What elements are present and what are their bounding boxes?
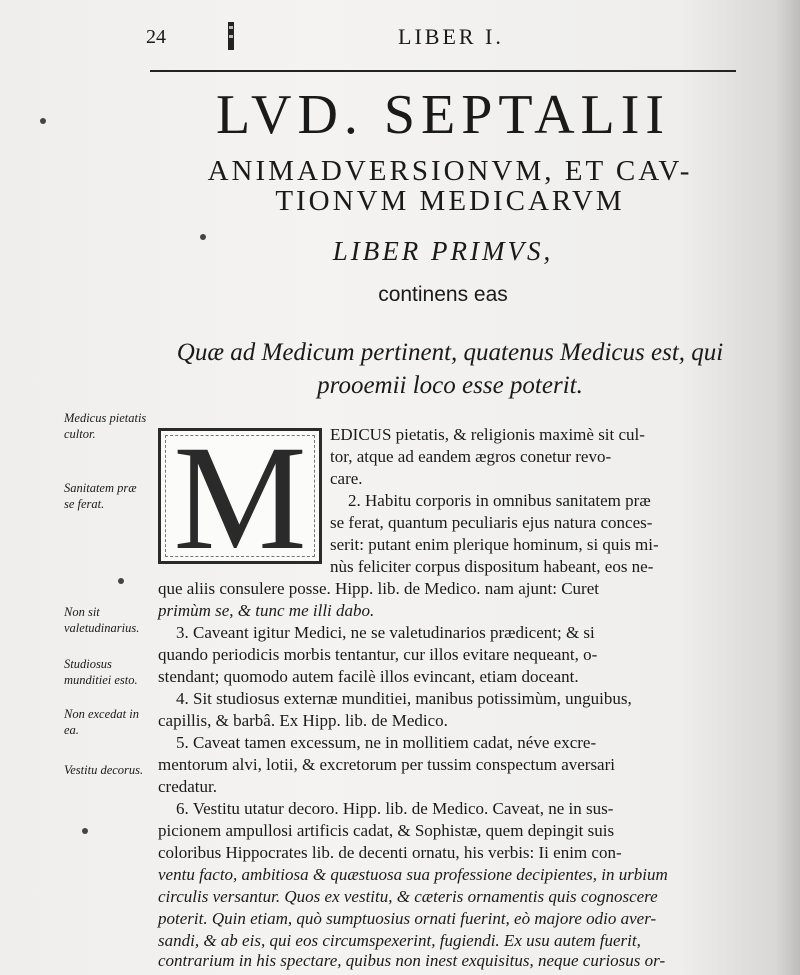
- subtitle-line-1: Quæ ad Medicum pertinent, quatenus Medicus est, qui: [176, 339, 724, 366]
- text-line: serit: putant enim plerique hominum, si quis mi-: [330, 535, 659, 554]
- text-line: que aliis consulere posse. Hipp. lib. de Medico. nam ajunt: Curet: [158, 579, 599, 598]
- text-line: 2. Habitu corporis in omnibus sanitatem præ: [348, 491, 651, 510]
- text-line: quando periodicis morbis tentantur, cur illos evitare nequeant, o-: [158, 645, 598, 664]
- text-line: capillis, & barbâ. Ex Hipp. lib. de Medico.: [158, 711, 448, 730]
- text-line: sandi, & ab eis, qui eos circumspexerint, fugiendi. Ex usu autem fuerit,: [158, 931, 641, 950]
- initial-letter: M: [173, 415, 307, 581]
- bookmark-ribbon-icon: [228, 22, 234, 50]
- text-line: primùm se, & tunc me illi dabo.: [158, 601, 375, 620]
- subtitle-line-2: prooemii loco esse poterit.: [317, 372, 583, 399]
- ink-speck: [118, 578, 124, 584]
- marginal-note: Non excedat in ea.: [64, 707, 139, 737]
- marginal-note: Vestitu decorus.: [64, 763, 144, 777]
- marginal-note: Non sit valetudinarius.: [64, 605, 140, 635]
- work-title-line-1: ANIMADVERSIONVM, ET CAV-: [207, 155, 693, 187]
- text-line: 3. Caveant igitur Medici, ne se valetudinarios prædicent; & si: [176, 623, 595, 642]
- marginal-note: Medicus pietatis cultor.: [64, 411, 147, 441]
- text-line: picionem ampullosi artificis cadat, & Sophistæ, quem depingit suis: [158, 821, 615, 840]
- chapter-subtitle: [150, 336, 750, 402]
- text-line: poterit. Quin etiam, quò sumptuosius ornati fuerint, eò majore odio aver-: [158, 909, 657, 928]
- text-line: nùs feliciter corpus dispositum habeant, eos ne-: [330, 557, 654, 576]
- text-line: stendant; quomodo autem facilè illos evincant, etiam doceant.: [158, 667, 579, 686]
- text-line: circulis versantur. Quos ex vestitu, & cæteris ornamentis quis cognoscere: [158, 887, 658, 906]
- running-header: [0, 22, 800, 52]
- marginal-note: Sanitatem præ se ferat.: [64, 481, 137, 511]
- text-line: contrarium in his spectare, quibus non inest exquisitus, neque curiosus or-: [158, 951, 666, 970]
- text-line: ventu facto, ambitiosa & quæstuosa sua professione decipientes, in urbium: [158, 865, 668, 884]
- text-line: mentorum alvi, lotii, & excretorum per tussim conspectum aversari: [158, 755, 615, 774]
- continens-line: continens eas: [378, 283, 508, 306]
- text-line: coloribus Hippocrates lib. de decenti ornatu, his verbis: Ii enim con-: [158, 843, 622, 862]
- text-line: 5. Caveat tamen excessum, ne in mollitiem cadat, néve excre-: [176, 733, 597, 752]
- marginal-note: Studiosus munditiei esto.: [64, 657, 138, 687]
- running-title: LIBER I.: [398, 24, 504, 49]
- author-title: LVD. SEPTALII: [215, 84, 671, 146]
- ink-speck: [200, 234, 206, 240]
- text-line: EDICUS pietatis, & religionis maximè sit cul-: [330, 425, 645, 444]
- text-line: care.: [330, 469, 363, 488]
- ink-speck: [40, 118, 46, 124]
- work-title: [140, 156, 760, 216]
- decorated-initial: [158, 415, 322, 581]
- book-title: LIBER PRIMVS,: [332, 236, 554, 266]
- header-rule: [150, 70, 736, 72]
- text-line: 6. Vestitu utatur decoro. Hipp. lib. de Medico. Caveat, ne in sus-: [176, 799, 614, 818]
- page-number: 24: [146, 26, 166, 48]
- text-line: tor, atque ad eandem ægros conetur revo-: [330, 447, 612, 466]
- work-title-line-2: TIONVM MEDICARVM: [275, 185, 625, 217]
- text-line: credatur.: [158, 777, 217, 796]
- text-line: se ferat, quantum peculiaris ejus natura conces-: [330, 513, 653, 532]
- ink-speck: [82, 828, 88, 834]
- text-line: 4. Sit studiosus externæ munditiei, manibus potissimùm, unguibus,: [176, 689, 632, 708]
